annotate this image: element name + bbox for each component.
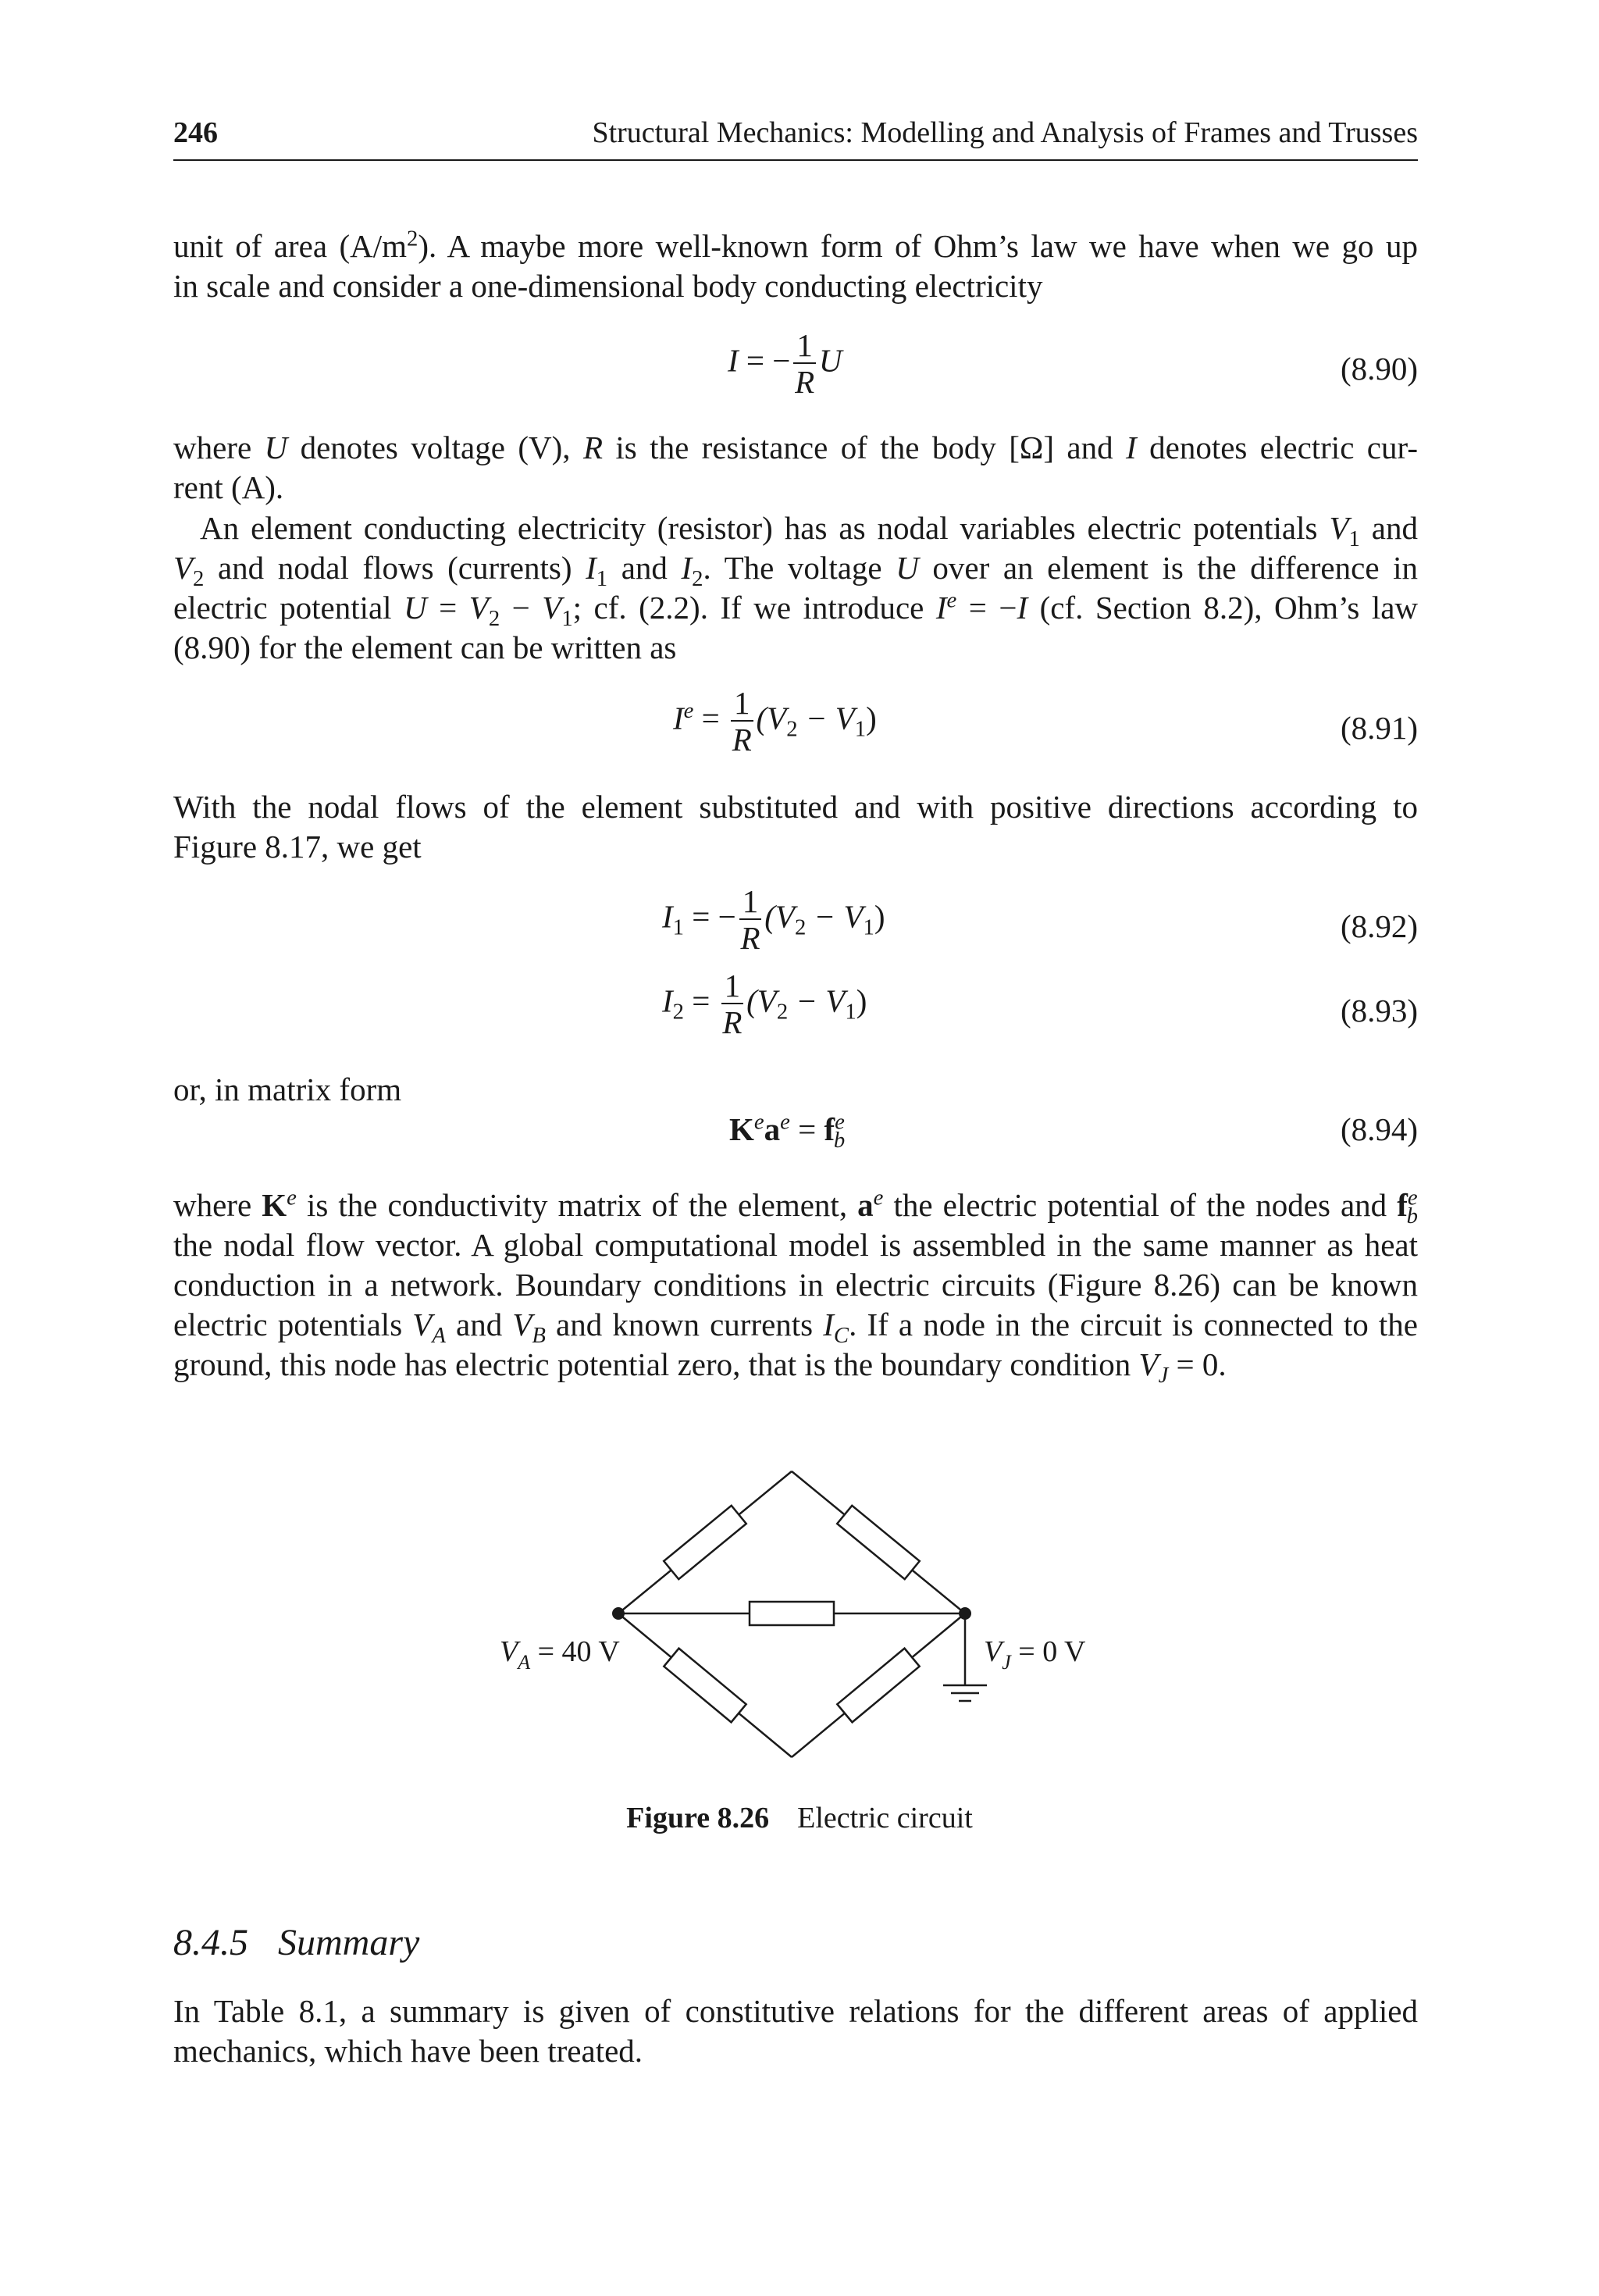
- equation-body: $K^ea^e = f^e_b$: [729, 1109, 846, 1153]
- text-line: in scale and consider a one-dimensional body conducting electricity: [173, 268, 1043, 304]
- label-vj: $V_J = 0$ V: [984, 1635, 1086, 1674]
- text-line: rent (A).: [173, 469, 284, 505]
- section-heading: [173, 1921, 419, 1964]
- paragraph-summary: [173, 1991, 1418, 2071]
- text-line: ground, this node has electric potential zero, that is the boundary condition $V_J = 0$.: [173, 1346, 1227, 1389]
- equation-body: $I_2$ = $\frac{1}{R}$ $(V_2 - V_1)$: [662, 968, 867, 1040]
- section-title: Summary: [278, 1922, 420, 1963]
- running-title: Structural Mechanics: Modelling and Analysis of Frames and Trusses: [592, 116, 1418, 149]
- text-line: $V_2$ and nodal flows (currents) $I_1$ and $I_2$. The voltage U over an element is the difference in: [173, 550, 1418, 592]
- section-number: 8.4.5: [173, 1922, 248, 1963]
- text-line: electric potential $U = V_2 - V_1$; cf. (2.2). If we introduce $I^e = -I$ (cf. Section 8.2), Ohm’s law: [173, 587, 1419, 632]
- text-line: (8.90) for the element can be written as: [173, 629, 677, 665]
- page-number: 246: [173, 116, 218, 149]
- fraction: $\frac{1}{R}$: [795, 327, 815, 400]
- equation-number: (8.90): [1340, 351, 1418, 387]
- equation-number: (8.92): [1340, 908, 1418, 944]
- fraction: $\frac{1}{R}$: [732, 685, 752, 758]
- text-line: mechanics, which have been treated.: [173, 2033, 643, 2069]
- resistor-lower-right: [837, 1649, 919, 1723]
- fraction: $\frac{1}{R}$: [740, 883, 760, 956]
- text-line: electric potentials $V_A$ and $V_B$ and known currents $I_C$. If a node in the circuit is connected to the: [173, 1307, 1418, 1349]
- text-line: where $K^e$ is the conductivity matrix of the element, $a^e$ the electric potential of the nodes and $f^e_b$: [173, 1185, 1418, 1229]
- equation-number: (8.91): [1340, 710, 1418, 746]
- text-line: conduction in a network. Boundary conditions in electric circuits (Figure 8.26) can be known: [173, 1267, 1418, 1303]
- fraction: $\frac{1}{R}$: [722, 968, 743, 1040]
- resistor-upper-right: [837, 1506, 920, 1579]
- text-line: With the nodal flows of the element substituted and with positive directions according to: [173, 789, 1418, 825]
- text-line: the nodal flow vector. A global computational model is assembled in the same manner as heat: [173, 1227, 1418, 1263]
- text-line: In Table 8.1, a summary is given of constitutive relations for the different areas of applied: [173, 1993, 1418, 2029]
- text-line: unit of area $(A/m^2)$. A maybe more well-known form of Ohm’s law we have when we go up: [173, 226, 1418, 264]
- node-j: [959, 1607, 971, 1620]
- text-line: or, in matrix form: [173, 1071, 402, 1107]
- label-va: $V_A = 40$ V: [500, 1635, 620, 1674]
- resistor-middle: [750, 1602, 834, 1625]
- text-line: Figure 8.17, we get: [173, 829, 422, 865]
- node-a: [612, 1607, 625, 1620]
- equation-body: $I^e$ = $\frac{1}{R}$ $(V_2 - V_1)$: [673, 685, 877, 758]
- resistor-upper-left: [664, 1506, 746, 1579]
- caption-text: Electric circuit: [797, 1802, 973, 1834]
- resistor-lower-left: [664, 1649, 746, 1723]
- equation-body: $I_1$ = − $\frac{1}{R}$ $(V_2 - V_1)$: [662, 883, 885, 956]
- equation-number: (8.93): [1340, 993, 1418, 1029]
- caption-label: Figure 8.26: [626, 1802, 770, 1834]
- equation-body: I = − $\frac{1}{R}$ U: [728, 327, 842, 400]
- figure-caption: [0, 1801, 1599, 1835]
- text-line: An element conducting electricity (resistor) has as nodal variables electric potentials $V_1$ and: [200, 510, 1419, 552]
- text-line: where U denotes voltage (V), R is the resistance of the body [Ω] and I denotes electric cur-: [173, 430, 1418, 465]
- equation-number: (8.94): [1340, 1111, 1418, 1147]
